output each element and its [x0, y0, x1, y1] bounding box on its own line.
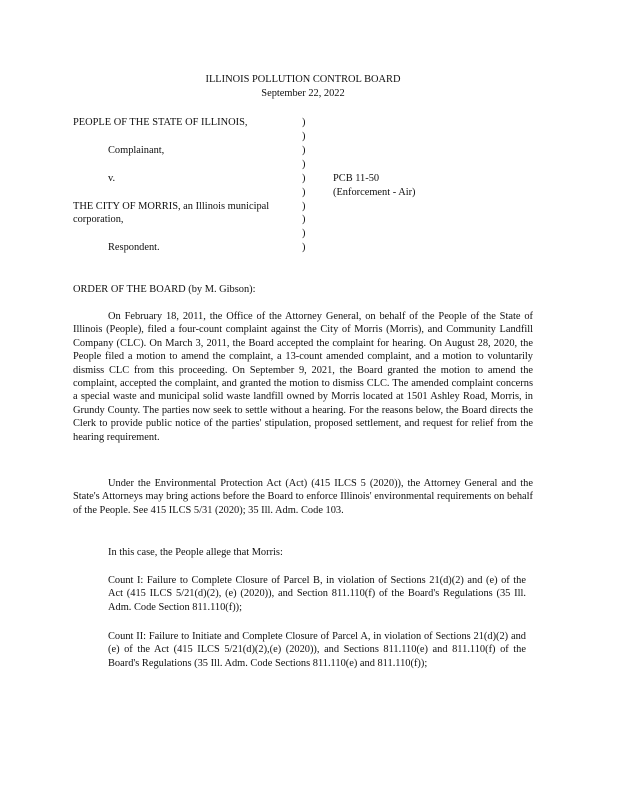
defendant-name-line2: corporation, — [73, 214, 124, 225]
order-paragraph-2: Under the Environmental Protection Act (Act) (415 ILCS 5 (2020)), the Attorney General and the State's Attorneys may bring actions before the Board to enforce Illinois' environmental requirements on behalf of the People. See 415 ILCS 5/31 (2020); 35 Ill. Adm. Code 103. — [73, 478, 533, 516]
plaintiff-role: Complainant, — [108, 145, 165, 156]
order-date: September 22, 2022 — [261, 88, 345, 99]
case-number: PCB 11-50 — [333, 173, 380, 184]
caption-paren: ) — [302, 214, 306, 225]
count-item: Count II: Failure to Initiate and Complete Closure of Parcel A, in violation of Sections 21(d)(2) and (e) of the Act (415 ILCS 5/21(d)(2),(e) (2020)), and Sections 811.110(e) and 811.110(f) of the Board's Regulations (35 Ill. Adm. Code Sections 811.110(e) and 811.110(f)); — [108, 631, 526, 669]
caption-paren: ) — [302, 131, 306, 142]
count-item: Count I: Failure to Complete Closure of Parcel B, in violation of Sections 21(d)(2) and (e) of the Act (415 ILCS 5/21(d)(2), (e) (2020)), and Section 811.110(f) of the Board's Regulations (35 Ill. Adm. Code Section 811.110(f)); — [108, 575, 526, 613]
caption-paren: ) — [302, 145, 306, 156]
caption-paren: ) — [302, 159, 306, 170]
order-paragraph-1: On February 18, 2011, the Office of the Attorney General, on behalf of the People of the State of Illinois (People), filed a four-count complaint against the City of Morris (Morris), and Community Landfill Company (CLC). On March 3, 2011, the Board accepted the complaint for hearing. On August 28, 2020, the People filed a motion to amend the complaint, a 13-count amended complaint, and a motion to voluntarily dismiss CLC from this proceeding. On September 9, 2021, the Board granted the motion to amend the complaint, accepted the complaint, and granted the motion to dismiss CLC. The amended complaint concerns a special waste and municipal solid waste landfill owned by Morris located at 1501 Ashley Road, Morris, in Grundy County. The parties now seek to settle without a hearing. For the reasons below, the Board directs the Clerk to provide public notice of the parties' stipulation, proposed settlement, and request for relief from the hearing requirement. — [73, 311, 533, 443]
versus: v. — [108, 173, 116, 184]
caption-paren: ) — [302, 201, 306, 212]
plaintiff-name: PEOPLE OF THE STATE OF ILLINOIS, — [73, 117, 248, 128]
order-paragraph-3: In this case, the People allege that Morris: — [108, 547, 283, 558]
defendant-role: Respondent. — [108, 242, 160, 253]
caption-paren: ) — [302, 117, 306, 128]
caption-paren: ) — [302, 228, 306, 239]
board-title: ILLINOIS POLLUTION CONTROL BOARD — [205, 74, 401, 85]
case-type: (Enforcement - Air) — [333, 187, 416, 198]
caption-paren: ) — [302, 242, 306, 253]
caption-paren: ) — [302, 187, 306, 198]
caption-paren: ) — [302, 173, 306, 184]
defendant-name-line1: THE CITY OF MORRIS, an Illinois municipal — [73, 201, 270, 212]
order-heading: ORDER OF THE BOARD (by M. Gibson): — [73, 284, 256, 295]
